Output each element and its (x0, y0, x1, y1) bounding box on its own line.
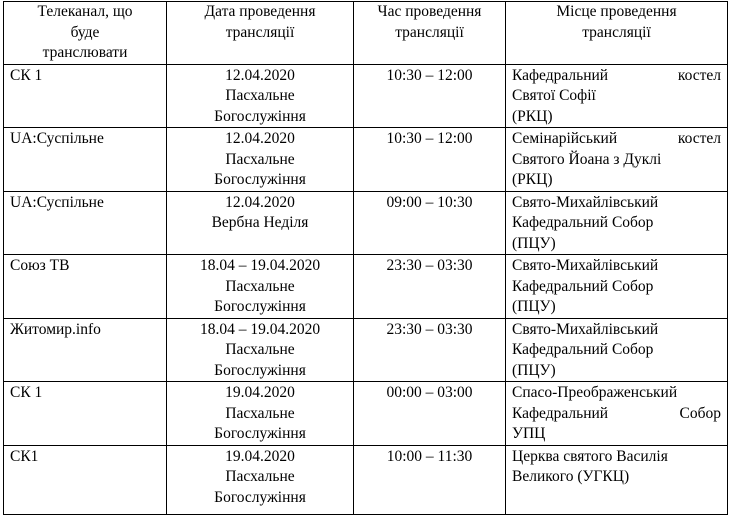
place-line: Семінарійський костел (512, 130, 721, 147)
header-text: Дата проведення (204, 3, 316, 20)
place-cell (506, 318, 728, 382)
time-cell: 00:00 – 03:00 (354, 382, 506, 446)
place-line: Кафедральний Собор (512, 404, 721, 422)
place-line: Кафедральний костел (512, 66, 721, 84)
header-text: буде (70, 23, 100, 41)
broadcast-schedule-table (3, 1, 728, 515)
date-line: Богослужіння (214, 107, 306, 125)
channel-cell: Житомир.info (4, 318, 167, 382)
time-cell: 10:30 – 12:00 (354, 64, 506, 128)
date-line: Пасхальне (225, 277, 295, 295)
table-row (4, 191, 728, 255)
header-text: трансляції (582, 23, 651, 41)
place-line: (ПЦУ) (512, 361, 556, 379)
header-date (167, 2, 354, 65)
date-line: 12.04.2020 (225, 66, 295, 84)
header-text: Місце проведення (556, 3, 677, 20)
place-line: Свято-Михайлівський (512, 193, 659, 211)
place-line: УПЦ (512, 425, 546, 442)
date-cell (167, 445, 354, 514)
date-line: Богослужіння (214, 171, 306, 188)
date-line: 19.04.2020 (225, 384, 295, 401)
table-row (4, 318, 728, 382)
date-line: 19.04.2020 (225, 447, 295, 465)
table-header-row (4, 2, 728, 65)
channel-cell: СК 1 (4, 64, 167, 128)
place-cell (506, 191, 728, 255)
date-line: Пасхальне (225, 150, 295, 168)
place-line: Великого (УГКЦ) (512, 468, 630, 485)
date-line: Богослужіння (214, 298, 306, 315)
channel-cell: Союз ТВ (4, 255, 167, 319)
date-line: Богослужіння (214, 488, 306, 506)
header-time (354, 2, 506, 65)
time-cell: 10:00 – 11:30 (354, 445, 506, 514)
date-line: 18.04 – 19.04.2020 (199, 257, 321, 274)
place-cell (506, 255, 728, 319)
header-text: Час проведення (377, 3, 482, 20)
place-cell (506, 64, 728, 128)
header-place (506, 2, 728, 65)
date-line: Богослужіння (214, 361, 306, 379)
date-line: Пасхальне (225, 468, 295, 485)
date-cell (167, 255, 354, 319)
time-cell: 23:30 – 03:30 (354, 255, 506, 319)
place-line: Кафедральний Собор (512, 341, 654, 358)
place-line: Свято-Михайлівський (512, 257, 659, 274)
header-text: трансляції (395, 23, 464, 41)
date-line: 18.04 – 19.04.2020 (199, 320, 321, 338)
place-line: (ПЦУ) (512, 298, 556, 315)
table-row (4, 64, 728, 128)
date-line: Пасхальне (225, 87, 295, 104)
place-cell (506, 445, 728, 514)
header-text: транслювати (42, 44, 128, 61)
place-line: Свято-Михайлівський (512, 320, 659, 338)
date-cell (167, 318, 354, 382)
time-cell: 09:00 – 10:30 (354, 191, 506, 255)
table-row (4, 445, 728, 514)
date-line: Богослужіння (214, 425, 306, 442)
channel-cell: UA:Суспільне (4, 128, 167, 192)
channel-cell: СК1 (4, 445, 167, 514)
place-line: (РКЦ) (512, 107, 553, 125)
date-line: Пасхальне (225, 341, 295, 358)
time-cell: 10:30 – 12:00 (354, 128, 506, 192)
place-line: Спасо-Преображенський (512, 384, 678, 401)
header-text: трансляції (225, 23, 295, 41)
date-line: Вербна Неділя (211, 214, 309, 231)
date-cell (167, 128, 354, 192)
channel-cell: СК 1 (4, 382, 167, 446)
place-line: Святої Софії (512, 87, 596, 104)
date-line: 12.04.2020 (225, 130, 295, 147)
place-cell (506, 382, 728, 446)
date-cell (167, 64, 354, 128)
table-row (4, 255, 728, 319)
place-line: Церква святого Василія (512, 447, 668, 465)
place-line: (РКЦ) (512, 171, 553, 188)
time-cell: 23:30 – 03:30 (354, 318, 506, 382)
date-line: Пасхальне (225, 404, 295, 422)
date-cell (167, 382, 354, 446)
header-text: Телеканал, що (37, 3, 133, 20)
header-channel (4, 2, 167, 65)
channel-cell: UA:Суспільне (4, 191, 167, 255)
place-line: Кафедральний Собор (512, 277, 654, 295)
place-line: Святого Йоана з Дуклі (512, 150, 662, 168)
date-cell (167, 191, 354, 255)
place-line: (ПЦУ) (512, 234, 556, 252)
table-row (4, 382, 728, 446)
place-line: Кафедральний Собор (512, 214, 654, 231)
table-row (4, 128, 728, 192)
date-line: 12.04.2020 (225, 193, 295, 211)
place-cell (506, 128, 728, 192)
